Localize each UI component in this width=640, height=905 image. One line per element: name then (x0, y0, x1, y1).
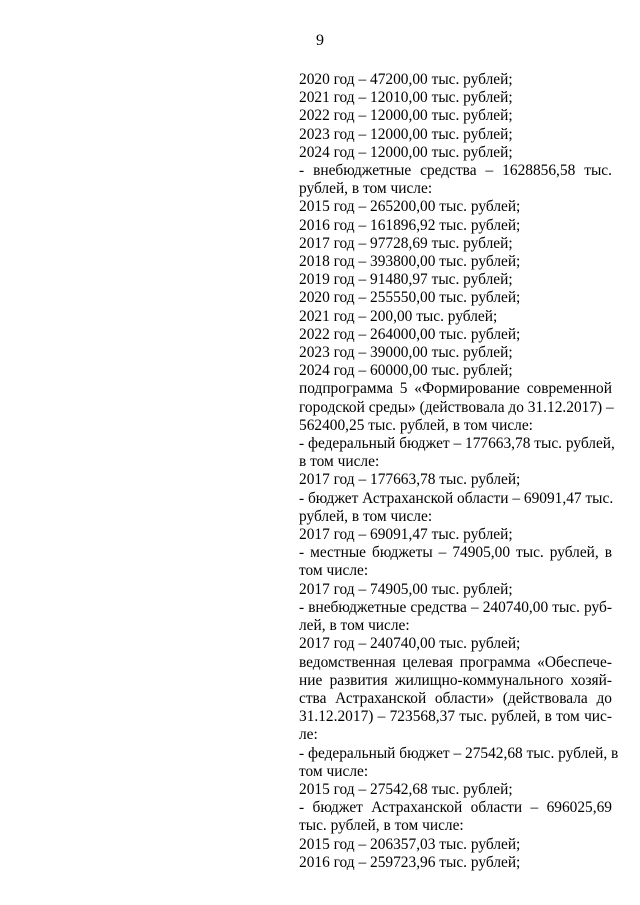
document-line: 2018 год – 393800,00 тыс. рублей; (299, 253, 521, 271)
document-line: 2016 год – 161896,92 тыс. рублей; (299, 216, 521, 234)
document-line: рублей, в том числе: (299, 180, 433, 198)
document-line: 2016 год – 259723,96 тыс. рублей; (299, 853, 521, 871)
document-line: - внебюджетные средства – 240740,00 тыс. руб- (299, 598, 612, 616)
document-line: городской среды» (действовала до 31.12.2017) – (299, 398, 614, 416)
document-line: ведомственная целевая программа «Обеспече- (299, 653, 612, 671)
document-line: 2020 год – 47200,00 тыс. рублей; (299, 71, 513, 88)
document-line: 31.12.2017) – 723568,37 тыс. рублей, в том чис- (299, 708, 612, 726)
document-line: том числе: (299, 762, 369, 780)
document-line: 2023 год – 39000,00 тыс. рублей; (299, 344, 513, 362)
document-line: 2022 год – 264000,00 тыс. рублей; (299, 325, 521, 343)
document-line: 2024 год – 60000,00 тыс. рублей; (299, 362, 513, 380)
document-line: - внебюджетные средства – 1628856,58 тыс. (299, 162, 612, 180)
document-line: - бюджет Астраханской области – 69091,47 тыс. (299, 489, 614, 507)
document-line: 2015 год – 265200,00 тыс. рублей; (299, 198, 521, 216)
document-line: 2022 год – 12000,00 тыс. рублей; (299, 107, 513, 125)
document-text-column (299, 71, 619, 872)
document-line: - бюджет Астраханской области – 696025,69 (299, 799, 612, 817)
document-line: лей, в том числе: (299, 617, 410, 635)
document-line: 2023 год – 12000,00 тыс. рублей; (299, 125, 513, 143)
document-line: ние развития жилищно-коммунального хозяй- (299, 671, 612, 689)
document-line: тыс. рублей, в том числе: (299, 817, 464, 835)
document-line: 2017 год – 177663,78 тыс. рублей; (299, 471, 521, 489)
document-line: 2015 год – 27542,68 тыс. рублей; (299, 780, 513, 798)
document-line: 2017 год – 74905,00 тыс. рублей; (299, 580, 513, 598)
document-line: 2021 год – 12010,00 тыс. рублей; (299, 89, 513, 107)
document-line: рублей, в том числе: (299, 507, 433, 525)
document-line: 2020 год – 255550,00 тыс. рублей; (299, 289, 521, 307)
document-line: - местные бюджеты – 74905,00 тыс. рублей, в (299, 544, 612, 562)
document-line: - федеральный бюджет – 177663,78 тыс. рублей, (299, 435, 615, 453)
page-number: 9 (316, 32, 324, 49)
document-line: 2024 год – 12000,00 тыс. рублей; (299, 143, 513, 161)
document-line: ства Астраханской области» (действовала до (299, 689, 612, 707)
document-line: том числе: (299, 562, 369, 580)
document-line: 2017 год – 69091,47 тыс. рублей; (299, 526, 513, 544)
document-line: - федеральный бюджет – 27542,68 тыс. рублей, в (299, 744, 619, 762)
document-line: в том числе: (299, 453, 380, 471)
document-line: ле: (299, 726, 318, 744)
document-line: 2017 год – 97728,69 тыс. рублей; (299, 234, 513, 252)
document-line: 562400,25 тыс. рублей, в том числе: (299, 416, 533, 434)
document-line: 2015 год – 206357,03 тыс. рублей; (299, 835, 521, 853)
document-line: подпрограмма 5 «Формирование современной (299, 380, 612, 398)
document-line: 2019 год – 91480,97 тыс. рублей; (299, 271, 513, 289)
document-line: 2017 год – 240740,00 тыс. рублей; (299, 635, 521, 653)
document-line: 2021 год – 200,00 тыс. рублей; (299, 307, 498, 325)
